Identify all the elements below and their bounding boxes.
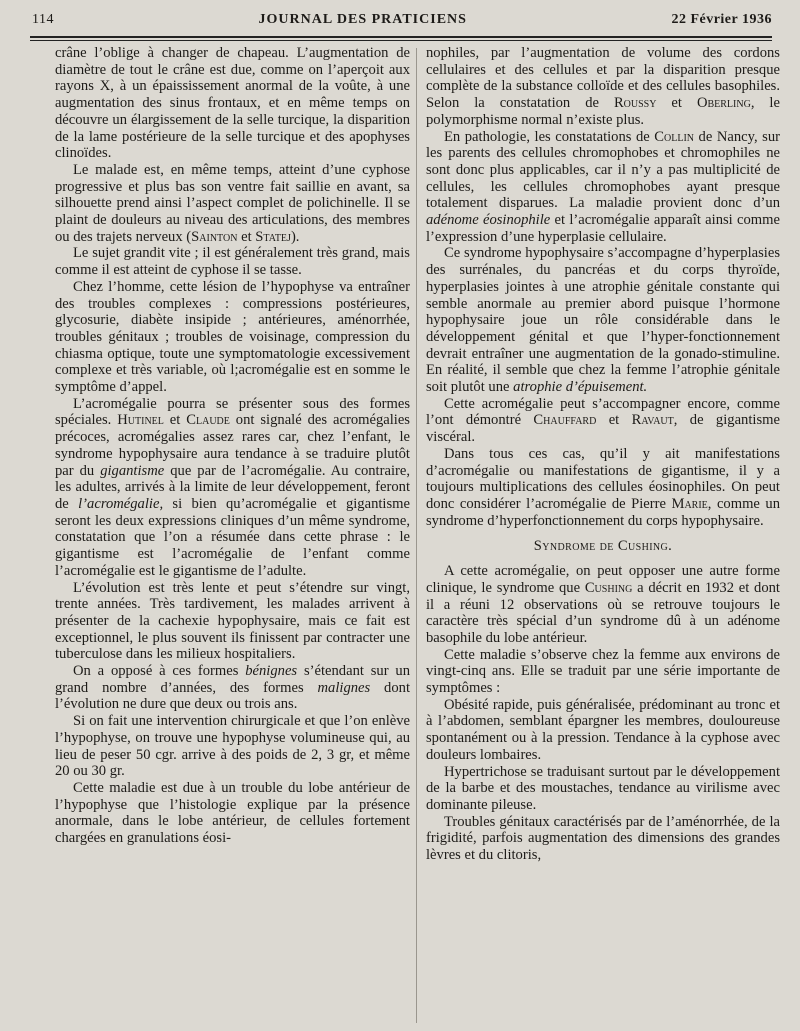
page-number: 114	[32, 12, 54, 27]
journal-title: JOURNAL DES PRATICIENS	[258, 12, 467, 27]
paragraph	[55, 245, 410, 278]
text-run: Le malade est, en même temps, atteint d’une cyphose progressive et plus bas son ventre fait saillie en avant, sa silhouette prend ainsi l’aspect complet de polichinelle. Il se plaint de douleurs au niveau des articulations, des membres ou des trajets nerveux (	[55, 161, 410, 245]
text-run: de Nancy, sur les parents des cellules chromophobes et chromophiles ne sont donc plus applicables, car il n’y a pas multiplicité de cellules, les cellules chromophobes ayant presque totalement disparues. La maladie provient donc d’un	[426, 128, 780, 212]
text-run: Ce syndrome hypophysaire s’accompagne d’hyperplasies des surrénales, du pancréas et du corps thyroïde, hyperplasies jointes à une atrophie génitale constante qui semble anormale au premier abord puisque l’hormone hypophysaire joue un rôle considérable dans le développement génital et que l’hyper-fonctionnement devrait entraîner une augmentation de la gonado-stimuline. En réalité, il semble que chez la femme l’atrophie génitale soit plutôt une	[426, 245, 780, 396]
paragraph	[426, 697, 780, 764]
text-run: L’évolution est très lente et peut s’étendre sur vingt, trente années. Très tardivement, les malades arrivent à présenter de la cachexie hypophysaire, mais ce fait est exceptionnel, le plus souvent ils finissent par contracter une tuberculose dans les milieux hospitaliers.	[55, 579, 410, 663]
paragraph	[55, 780, 410, 847]
text-run: L’acromégalie pourra se présenter sous des formes spéciales.	[55, 395, 410, 429]
author-name: Sainton	[191, 228, 238, 245]
text-run: Chez l’homme, cette lésion de l’hypophyse va entraîner des troubles complexes : compressions postérieures, glycosurie, diabète insipide ; antérieures, aménorrhée, troubles génitaux ; troubles de voisinage, compression du chiasma optique, toute une symptomatologie excessivement complexe et très variable, où l;acromégalie est en somme le symptôme d’appel.	[55, 278, 410, 396]
paragraph	[426, 814, 780, 864]
paragraph	[426, 563, 780, 647]
text-run: Cette acromégalie peut s’accompagner encore, comme l’ont démontré	[426, 395, 780, 429]
column-divider	[416, 48, 417, 1023]
text-run: Obésité rapide, puis généralisée, prédominant au tronc et à l’abdomen, semblant épargner les membres, douloureuse spontanément ou à la pression. Tendance à la cyphose avec douleurs lombaires.	[426, 696, 780, 763]
issue-date: 22 Février 1936	[671, 12, 772, 27]
text-run: dont l’évolution ne dure que deux ou trois ans.	[55, 679, 410, 713]
text-run: , de gigantisme viscéral.	[426, 412, 780, 446]
emphasis-text: bénignes	[245, 663, 298, 680]
paragraph	[426, 446, 780, 530]
paragraph	[55, 580, 410, 664]
text-run: Si on fait une intervention chirurgicale et que l’on enlève l’hypophyse, on trouve une hypophyse volumineuse qui, au lieu de peser 50 cgr. arrive à des poids de 2, 3 gr, et même 20 ou 30 gr.	[55, 713, 410, 780]
author-name: Hutinel	[117, 412, 164, 429]
paragraph	[55, 45, 410, 162]
text-run: Dans tous ces cas, qu’il y ait manifestations d’acromégalie ou manifestations de gigantisme, il y a toujours multiplications des cellules éosinophiles. On peut donc considérer l’acromégalie de Pierre	[426, 445, 780, 512]
author-name: Collin	[654, 128, 695, 145]
paragraph	[55, 162, 410, 246]
text-run: ).	[290, 228, 300, 245]
text-run: et l’acromégalie apparaît ainsi comme l’expression d’une hyperplasie cellulaire.	[426, 212, 780, 245]
author-name: Chauffard	[533, 412, 597, 429]
author-name: Roussy	[613, 95, 657, 112]
paragraph	[55, 663, 410, 713]
author-name: Ravaut	[631, 412, 674, 429]
paragraph	[426, 396, 780, 446]
paragraph	[426, 245, 780, 395]
emphasis-text: adénome éosinophile	[426, 212, 551, 229]
emphasis-text: l’acromégalie,	[78, 495, 164, 512]
paragraph	[426, 764, 780, 814]
paragraph	[426, 129, 780, 246]
author-name: Cushing	[584, 579, 633, 596]
text-run: Cette maladie est due à un trouble du lobe antérieur de l’hypophyse que l’histologie explique par la présence anormale, dans le lobe antérieur, de cellules fortement chargées en granulations éosi-	[55, 779, 410, 847]
text-run: que par de l’acromégalie. Au contraire, les adultes, arrivés à la limite de leur développement, feront de	[55, 462, 410, 512]
section-heading	[426, 538, 780, 555]
text-run: , le polymorphisme normal n’existe plus.	[426, 95, 780, 128]
emphasis-text: atrophie d’épuisement.	[513, 379, 648, 396]
text-run: et	[163, 412, 187, 429]
text-run: Le sujet grandit vite ; il est généralement très grand, mais comme il est atteint de cyphose il se tasse.	[55, 245, 410, 279]
right-column	[426, 45, 780, 1025]
text-run: crâne l’oblige à changer de chapeau. L’augmentation de diamètre de tout le crâne est due, comme on l’aperçoit aux rayons X, à un épaississement anormal de la voûte, à une augmentation des sinus frontaux, et en même temps on découvre un élargissement de la selle turcique, la disparition de la lame postérieure de la selle turcique et des apophyses clinoïdes.	[55, 45, 410, 162]
header-rule	[30, 36, 772, 38]
text-run: A cette acromégalie, on peut opposer une autre forme clinique, le syndrome que	[426, 563, 780, 596]
left-column	[55, 45, 410, 1025]
running-header	[32, 12, 772, 36]
paragraph	[426, 45, 780, 129]
author-name: Marie	[671, 495, 708, 512]
text-run: En pathologie, les constatations de	[444, 128, 655, 145]
text-run: , comme un syndrome d’hyperfonctionnement du corps hypophysaire.	[426, 495, 780, 529]
paragraph	[55, 279, 410, 396]
text-run: Syndrome de Cushing.	[533, 538, 673, 555]
paragraph	[55, 713, 410, 780]
text-run: si bien qu’acromégalie et gigantisme seront les deux expressions cliniques d’un même syndrome, constatation que l’on a résumée dans cette phrase : le gigantisme est l’acromégalie de l’enfant comme l’acromégalie est le gigantisme de l’adulte.	[55, 495, 410, 579]
text-run: et	[596, 412, 632, 429]
text-run: Hypertrichose se traduisant surtout par le développement de la barbe et des moustaches, tendance au virilisme avec dominante pileuse.	[426, 763, 780, 813]
paragraph	[426, 647, 780, 697]
text-run: Troubles génitaux caractérisés par de l’aménorrhée, de la frigidité, parfois augmentation des dimensions des grandes lèvres et du clitoris,	[426, 813, 780, 864]
emphasis-text: gigantisme	[100, 462, 165, 479]
text-run: s’étendant sur un grand nombre d’années, des formes	[55, 663, 410, 696]
author-name: Oberling	[696, 95, 751, 112]
paragraph	[55, 396, 410, 580]
author-name: Claude	[186, 412, 230, 429]
text-run: a décrit en 1932 et dont il a réuni 12 observations où se retrouve toujours le caractère très spécial d’un syndrome dû à un adénome basophile du lobe antérieur.	[426, 579, 780, 646]
text-run: ont signalé des acromégalies précoces, acromégalies assez rares car, chez l’enfant, le syndrome hypophysaire aura tendance à se traduire plutôt par du	[55, 412, 410, 479]
text-run: et	[237, 228, 256, 245]
text-run: et	[656, 95, 697, 112]
emphasis-text: malignes	[317, 679, 371, 696]
header-rule-thin	[30, 40, 772, 41]
text-run: nophiles, par l’augmentation de volume des cordons cellulaires et des cellules et par la disparition presque complète de la substance colloïde et des cellules basophiles. Selon la constatation de	[426, 45, 780, 112]
text-run: On a opposé à ces formes	[73, 663, 246, 680]
text-run: Cette maladie s’observe chez la femme aux environs de vingt-cinq ans. Elle se traduit par une série importante de symptômes :	[426, 646, 780, 697]
author-name: Statej	[255, 228, 291, 245]
